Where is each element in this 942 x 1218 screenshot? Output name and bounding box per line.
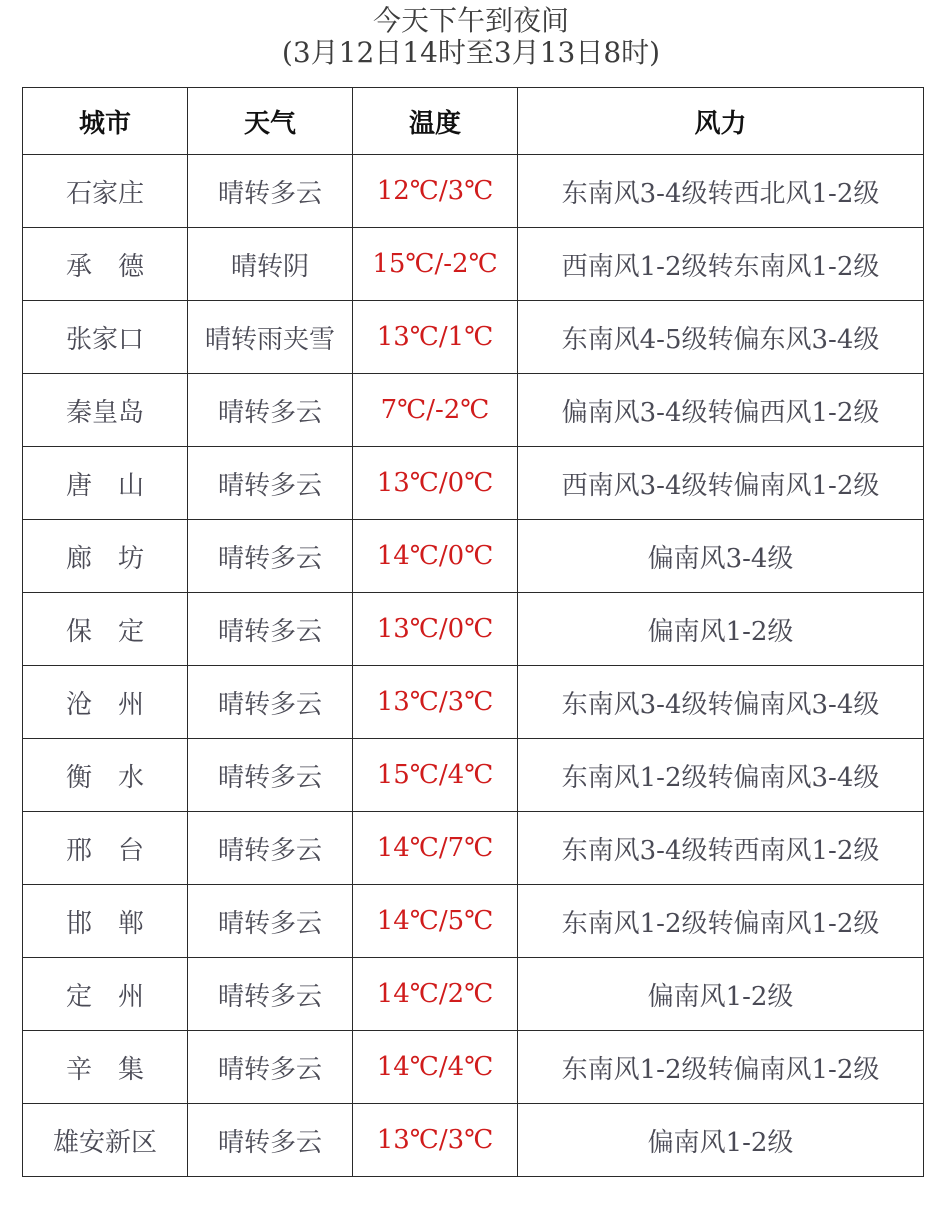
wind-cell: 偏南风1-2级	[518, 1104, 924, 1177]
weather-cell: 晴转多云	[188, 520, 353, 593]
temperature-cell: 14℃/4℃	[353, 1031, 518, 1104]
table-row	[23, 447, 924, 520]
table-row	[23, 812, 924, 885]
temperature-cell: 13℃/3℃	[353, 666, 518, 739]
city-cell: 衡 水	[23, 739, 188, 812]
weather-cell: 晴转多云	[188, 666, 353, 739]
wind-cell: 偏南风3-4级转偏西风1-2级	[518, 374, 924, 447]
temperature-cell: 15℃/4℃	[353, 739, 518, 812]
temperature-cell: 15℃/-2℃	[353, 228, 518, 301]
city-cell: 邯 郸	[23, 885, 188, 958]
city-cell: 承 德	[23, 228, 188, 301]
weather-cell: 晴转阴	[188, 228, 353, 301]
header-temperature: 温度	[353, 88, 518, 155]
city-cell: 雄安新区	[23, 1104, 188, 1177]
weather-cell: 晴转多云	[188, 1031, 353, 1104]
table-row	[23, 885, 924, 958]
weather-cell: 晴转多云	[188, 739, 353, 812]
table-row	[23, 520, 924, 593]
wind-cell: 东南风3-4级转西南风1-2级	[518, 812, 924, 885]
wind-cell: 东南风1-2级转偏南风1-2级	[518, 885, 924, 958]
header-city: 城市	[23, 88, 188, 155]
wind-cell: 东南风3-4级转偏南风3-4级	[518, 666, 924, 739]
table-row	[23, 958, 924, 1031]
table-row	[23, 593, 924, 666]
city-cell: 张家口	[23, 301, 188, 374]
weather-cell: 晴转多云	[188, 885, 353, 958]
city-cell: 秦皇岛	[23, 374, 188, 447]
wind-cell: 西南风3-4级转偏南风1-2级	[518, 447, 924, 520]
wind-cell: 偏南风3-4级	[518, 520, 924, 593]
page-title: 今天下午到夜间	[372, 4, 569, 37]
city-cell: 邢 台	[23, 812, 188, 885]
city-cell: 廊 坊	[23, 520, 188, 593]
temperature-cell: 13℃/0℃	[353, 447, 518, 520]
weather-cell: 晴转多云	[188, 374, 353, 447]
temperature-cell: 14℃/5℃	[353, 885, 518, 958]
weather-cell: 晴转多云	[188, 1104, 353, 1177]
city-cell: 沧 州	[23, 666, 188, 739]
wind-cell: 偏南风1-2级	[518, 593, 924, 666]
temperature-cell: 13℃/0℃	[353, 593, 518, 666]
wind-cell: 东南风1-2级转偏南风3-4级	[518, 739, 924, 812]
temperature-cell: 14℃/0℃	[353, 520, 518, 593]
city-cell: 石家庄	[23, 155, 188, 228]
temperature-cell: 7℃/-2℃	[353, 374, 518, 447]
wind-cell: 东南风4-5级转偏东风3-4级	[518, 301, 924, 374]
table-row	[23, 666, 924, 739]
city-cell: 定 州	[23, 958, 188, 1031]
city-cell: 唐 山	[23, 447, 188, 520]
city-cell: 辛 集	[23, 1031, 188, 1104]
temperature-cell: 13℃/3℃	[353, 1104, 518, 1177]
table-row	[23, 374, 924, 447]
weather-cell: 晴转多云	[188, 593, 353, 666]
header-weather: 天气	[188, 88, 353, 155]
city-cell: 保 定	[23, 593, 188, 666]
table-row	[23, 1104, 924, 1177]
weather-cell: 晴转多云	[188, 447, 353, 520]
header-wind: 风力	[518, 88, 924, 155]
table-header-row	[23, 88, 924, 155]
page-subtitle-time-range: (3月12日14时至3月13日8时)	[281, 36, 661, 69]
wind-cell: 东南风1-2级转偏南风1-2级	[518, 1031, 924, 1104]
weather-cell: 晴转多云	[188, 155, 353, 228]
table-row	[23, 301, 924, 374]
table-row	[23, 228, 924, 301]
table-row	[23, 1031, 924, 1104]
table-row	[23, 739, 924, 812]
wind-cell: 西南风1-2级转东南风1-2级	[518, 228, 924, 301]
wind-cell: 偏南风1-2级	[518, 958, 924, 1031]
weather-cell: 晴转多云	[188, 812, 353, 885]
temperature-cell: 13℃/1℃	[353, 301, 518, 374]
temperature-cell: 14℃/2℃	[353, 958, 518, 1031]
weather-cell: 晴转多云	[188, 958, 353, 1031]
temperature-cell: 12℃/3℃	[353, 155, 518, 228]
temperature-cell: 14℃/7℃	[353, 812, 518, 885]
weather-table	[22, 87, 924, 1177]
wind-cell: 东南风3-4级转西北风1-2级	[518, 155, 924, 228]
weather-cell: 晴转雨夹雪	[188, 301, 353, 374]
table-row	[23, 155, 924, 228]
